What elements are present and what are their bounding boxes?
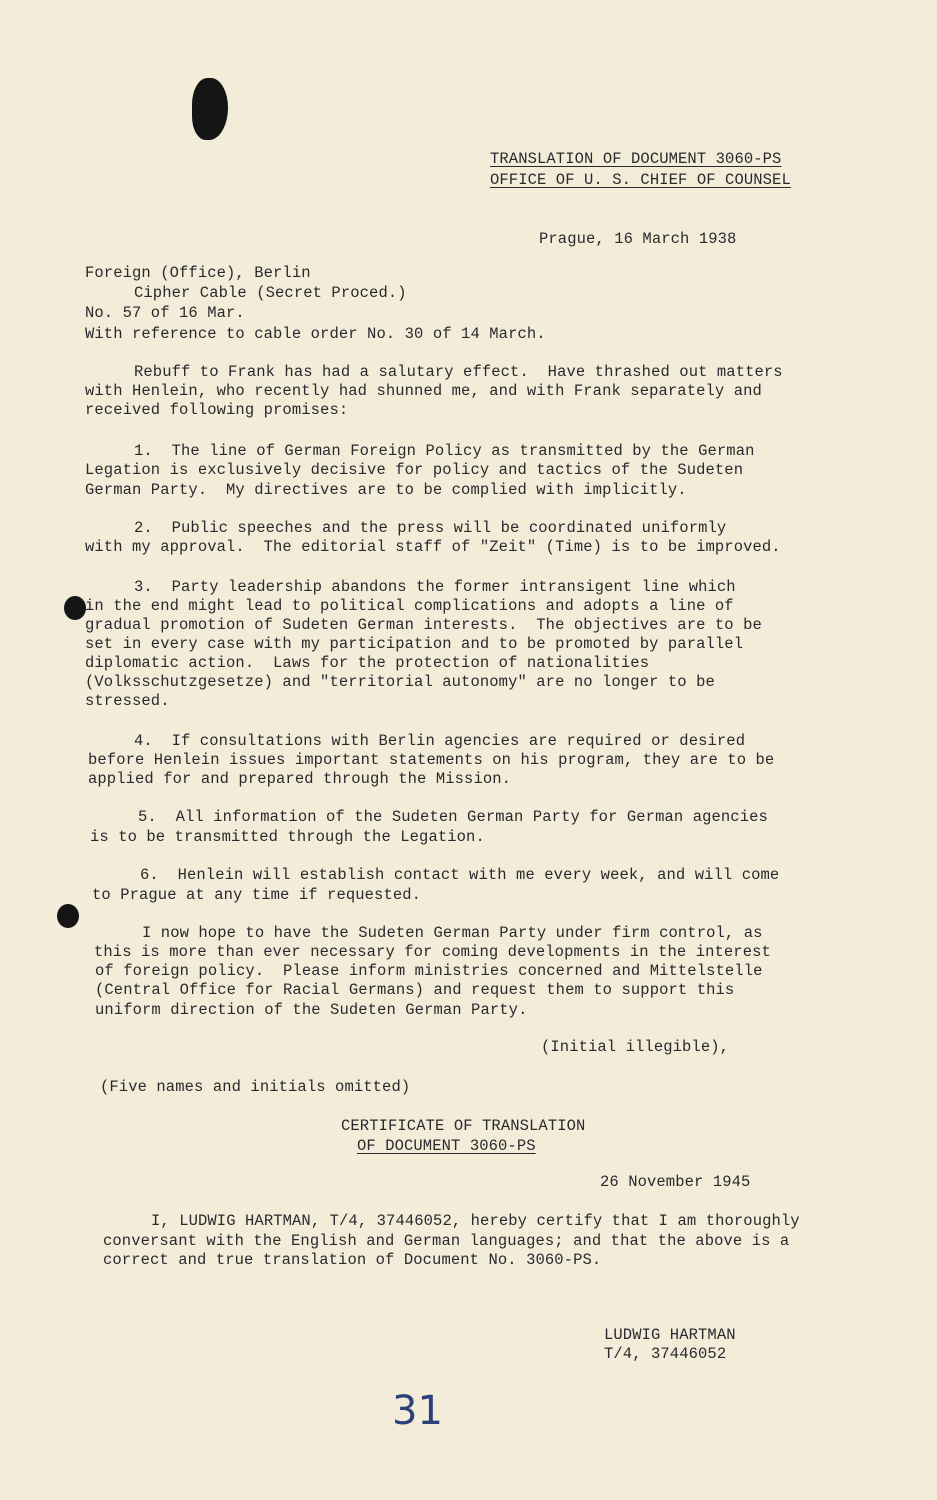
- closing-line-5: uniform direction of the Sudeten German Party.: [95, 1001, 528, 1019]
- point-5-line-2: is to be transmitted through the Legation.: [90, 828, 485, 846]
- point-3-line-3: gradual promotion of Sudeten German interests. The objectives are to be: [85, 616, 762, 634]
- intro-line-2: with Henlein, who recently had shunned me, and with Frank separately and: [85, 382, 762, 400]
- point-3-line-4: set in every case with my participation and to be promoted by parallel: [85, 635, 744, 653]
- ink-blot: [192, 78, 228, 140]
- signature-rank: T/4, 37446052: [604, 1345, 727, 1363]
- handwritten-page-number: 31: [392, 1388, 443, 1434]
- point-6-line-2: to Prague at any time if requested.: [92, 886, 422, 904]
- address-line-1: Foreign (Office), Berlin: [85, 264, 311, 282]
- closing-line-4: (Central Office for Racial Germans) and request them to support this: [95, 981, 735, 999]
- intro-line-1: Rebuff to Frank has had a salutary effect. Have thrashed out matters: [134, 363, 783, 381]
- point-3-line-2: in the end might lead to political complications and adopts a line of: [85, 597, 734, 615]
- address-line-3: No. 57 of 16 Mar.: [85, 304, 245, 322]
- point-4-line-3: applied for and prepared through the Mission.: [88, 770, 512, 788]
- point-1-line-1: 1. The line of German Foreign Policy as transmitted by the German: [134, 442, 755, 460]
- punch-hole: [57, 904, 79, 928]
- point-3-line-7: stressed.: [85, 692, 170, 710]
- point-6-line-1: 6. Henlein will establish contact with me every week, and will come: [140, 866, 780, 884]
- address-line-2: Cipher Cable (Secret Proced.): [134, 284, 407, 302]
- point-5-line-1: 5. All information of the Sudeten German Party for German agencies: [138, 808, 768, 826]
- closing-line-2: this is more than ever necessary for coming developments in the interest: [94, 943, 771, 961]
- omitted-note: (Five names and initials omitted): [100, 1078, 411, 1096]
- initial-note: (Initial illegible),: [541, 1038, 730, 1056]
- point-4-line-1: 4. If consultations with Berlin agencies are required or desired: [134, 732, 746, 750]
- closing-line-1: I now hope to have the Sudeten German Party under firm control, as: [142, 924, 763, 942]
- address-line-4: With reference to cable order No. 30 of 14 March.: [85, 325, 546, 343]
- point-3-line-6: (Volksschutzgesetze) and "territorial autonomy" are no longer to be: [85, 673, 715, 691]
- point-3-line-5: diplomatic action. Laws for the protection of nationalities: [85, 654, 650, 672]
- certificate-line-3: correct and true translation of Document No. 3060-PS.: [103, 1251, 602, 1269]
- point-3-line-1: 3. Party leadership abandons the former intransigent line which: [134, 578, 736, 596]
- certificate-date: 26 November 1945: [600, 1173, 751, 1191]
- dateline: Prague, 16 March 1938: [539, 230, 737, 248]
- point-4-line-2: before Henlein issues important statements on his program, they are to be: [88, 751, 775, 769]
- certificate-title: CERTIFICATE OF TRANSLATION: [341, 1117, 586, 1135]
- header-line-1: TRANSLATION OF DOCUMENT 3060-PS: [490, 150, 782, 168]
- certificate-subtitle: OF DOCUMENT 3060-PS: [357, 1137, 536, 1155]
- point-2-line-1: 2. Public speeches and the press will be coordinated uniformly: [134, 519, 727, 537]
- closing-line-3: of foreign policy. Please inform ministries concerned and Mittelstelle: [95, 962, 763, 980]
- intro-line-3: received following promises:: [85, 401, 349, 419]
- signature-name: LUDWIG HARTMAN: [604, 1326, 736, 1344]
- point-2-line-2: with my approval. The editorial staff of "Zeit" (Time) is to be improved.: [85, 538, 781, 556]
- header-line-2: OFFICE OF U. S. CHIEF OF COUNSEL: [490, 171, 791, 189]
- certificate-line-1: I, LUDWIG HARTMAN, T/4, 37446052, hereby certify that I am thoroughly: [151, 1212, 800, 1230]
- point-1-line-2: Legation is exclusively decisive for policy and tactics of the Sudeten: [85, 461, 744, 479]
- certificate-line-2: conversant with the English and German languages; and that the above is a: [103, 1232, 790, 1250]
- point-1-line-3: German Party. My directives are to be complied with implicitly.: [85, 481, 687, 499]
- punch-hole: [64, 596, 86, 620]
